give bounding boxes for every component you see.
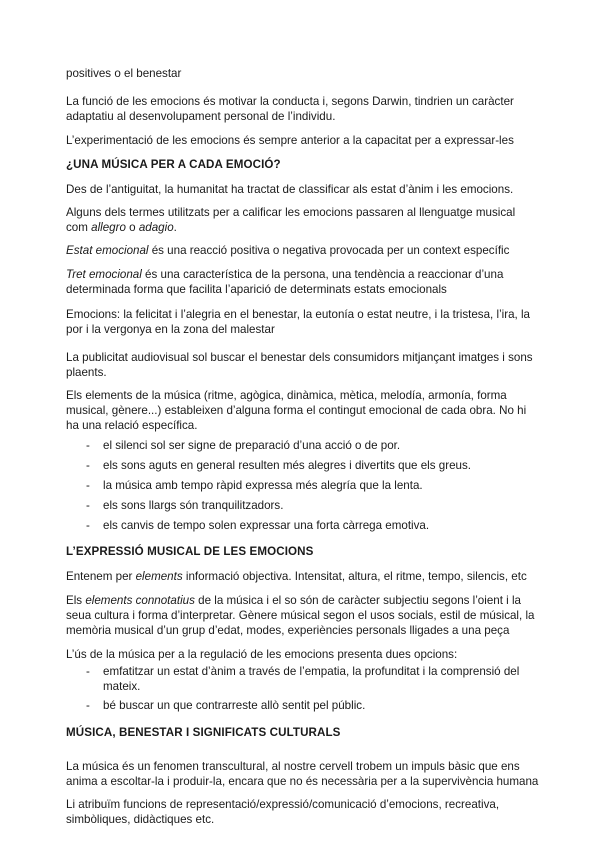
list-item: - els sons aguts en general resulten més alegres i divertits que els greus.	[66, 458, 540, 473]
term-elements-connotatius: elements connotatius	[85, 594, 195, 607]
paragraph-experimentation: L’experimentació de les emocions és sempre anterior a la capacitat per a expressar-les	[66, 134, 514, 147]
list-item: - el silenci sol ser signe de preparació d’una acció o de por.	[66, 438, 540, 453]
paragraph-emocions-list: Emocions: la felicitat i l’alegria en el benestar, la eutonía o estat neutre, i la tristesa, l’ira, la por i la vergonya en la zona del malestar	[66, 308, 530, 336]
text-segment: Els	[66, 594, 86, 607]
text-segment: o	[125, 221, 139, 234]
paragraph-estat-emocional	[66, 243, 540, 258]
term-elements: elements	[135, 570, 183, 583]
list-item: - emfatitzar un estat d’ànim a través de l’empatia, la profunditat i la comprensió del mateix.	[66, 664, 540, 694]
text-segment: de la música i el so són de caràcter subjectiu segons l’oient i la seua cultura i forma d’interpretar. Gènere músical segon el usos socials, estil de músical, la memòria musical d’un grup d’edat, modes, experiències personals lligades a una peça	[66, 594, 535, 637]
list-item: - els sons llargs són tranquilitzadors.	[66, 498, 540, 513]
heading-expressio-musical: L’EXPRESSIÓ MUSICAL DE LES EMOCIONS	[66, 545, 314, 558]
paragraph-elements-musica: Els elements de la música (ritme, agògica, dinàmica, mètica, melodía, armonía, forma musical, gènere...) estableixen d’alguna forma el contingut emocional de cada obra. No hi ha una relació específica.	[66, 389, 527, 432]
text-segment: Entenem per	[66, 570, 136, 583]
list-item: - els canvis de tempo solen expressar una forta càrrega emotiva.	[66, 518, 540, 533]
paragraph-elements-connotatius	[66, 593, 540, 638]
paragraph-fenomen-transcultural: La música és un fenomen transcultural, al nostre cervell trobem un impuls bàsic que ens anima a escoltar-la i produir-la, encara que no és necessària per a la supervivència humana	[66, 760, 539, 788]
paragraph-publicitat: La publicitat audiovisual sol buscar el benestar dels consumidors mitjançant imatges i sons plaents.	[66, 351, 533, 379]
paragraph-positives: positives o el benestar	[66, 67, 182, 80]
heading-musica-benestar: MÚSICA, BENESTAR I SIGNIFICATS CULTURALS	[66, 726, 341, 739]
paragraph-termes	[66, 205, 540, 235]
term-estat-emocional: Estat emocional	[66, 244, 149, 257]
paragraph-antiguitat: Des de l’antiguitat, la humanitat ha tractat de classificar als estat d’ànim i les emocions.	[66, 183, 514, 196]
paragraph-us-musica: L’ús de la música per a la regulació de les emocions presenta dues opcions:	[66, 648, 458, 661]
text-segment: Alguns dels termes utilitzats per a calificar les emocions passaren al llenguatge musical com	[66, 206, 516, 234]
list-musical-effects	[66, 438, 540, 533]
list-regulation-options	[66, 664, 540, 713]
paragraph-tret-emocional	[66, 267, 540, 297]
text-segment: és una reacció positiva o negativa provocada per un context específic	[148, 244, 510, 257]
text-segment: és una característica de la persona, una tendència a reaccionar d’una determinada forma que facilita l’aparició de determinats estats emocionals	[66, 268, 504, 296]
term-adagio: adagio	[138, 221, 174, 234]
list-item: - la música amb tempo ràpid expressa més alegría que la lenta.	[66, 478, 540, 493]
paragraph-funcions: Li atribuïm funcions de representació/expressió/comunicació d’emocions, recreativa, simbòliques, didàctiques etc.	[66, 798, 500, 826]
list-item: - bé buscar un que contrarreste allò sentit pel públic.	[66, 698, 540, 713]
paragraph-function-emotions: La funció de les emocions és motivar la conducta i, segons Darwin, tindrien un caràcter adaptatiu al desenvolupament personal de l’individu.	[66, 95, 514, 123]
heading-una-musica: ¿UNA MÚSICA PER A CADA EMOCIÓ?	[66, 158, 281, 171]
term-allegro: allegro	[91, 221, 126, 234]
paragraph-elements	[66, 569, 540, 584]
text-segment: informació objectiva. Intensitat, altura, el ritme, tempo, silencis, etc	[182, 570, 527, 583]
text-segment: .	[173, 221, 177, 234]
term-tret-emocional: Tret emocional	[66, 268, 142, 281]
